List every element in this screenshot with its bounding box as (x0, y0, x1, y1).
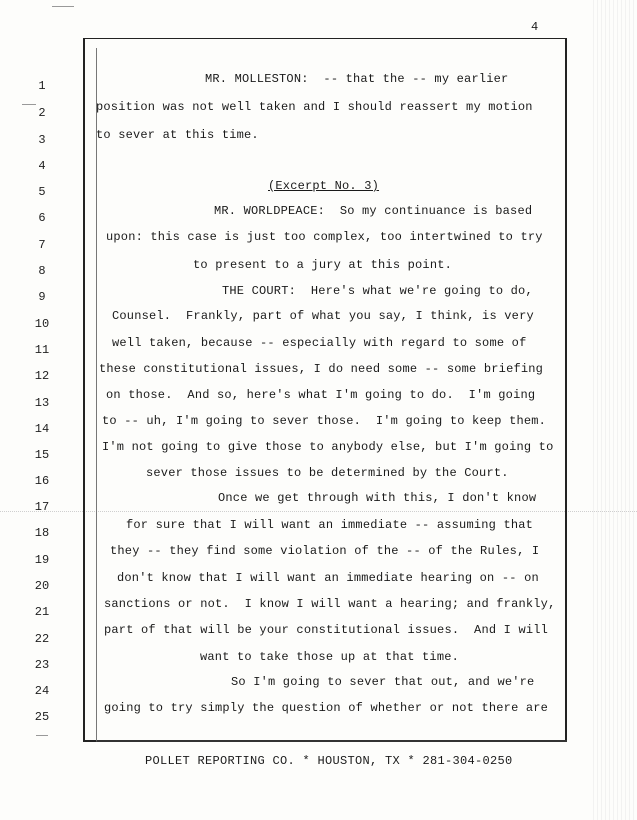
transcript-line: upon: this case is just too complex, too intertwined to try (106, 230, 543, 244)
transcript-line: part of that will be your constitutional issues. And I will (104, 623, 549, 637)
transcript-line: position was not well taken and I should reassert my motion (96, 100, 533, 114)
line-number: 1 (38, 79, 46, 93)
transcript-line: going to try simply the question of whether or not there are (104, 701, 549, 715)
line-number: 3 (38, 133, 46, 147)
transcript-line: MR. WORLDPEACE: So my continuance is based (214, 204, 533, 218)
margin-mark (52, 6, 74, 7)
line-number: 12 (34, 369, 50, 383)
line-number: 6 (38, 211, 46, 225)
line-number: 15 (34, 448, 50, 462)
transcript-line: I'm not going to give those to anybody else, but I'm going to (102, 440, 554, 454)
line-number: 14 (34, 422, 50, 436)
transcript-line: Once we get through with this, I don't know (218, 491, 537, 505)
line-number: 10 (34, 317, 50, 331)
line-number: 11 (34, 343, 50, 357)
line-number: 5 (38, 185, 46, 199)
transcript-line: on those. And so, here's what I'm going to do. I'm going (106, 388, 536, 402)
transcript-line: to -- uh, I'm going to sever those. I'm going to keep them. (102, 414, 547, 428)
line-number: 7 (38, 238, 46, 252)
line-number: 21 (34, 605, 50, 619)
transcript-line: want to take those up at that time. (200, 650, 460, 664)
excerpt-heading: (Excerpt No. 3) (268, 179, 380, 193)
line-number: 13 (34, 396, 50, 410)
line-number: 4 (38, 159, 46, 173)
transcript-line: they -- they find some violation of the -- of the Rules, I (110, 544, 540, 558)
transcript-line: THE COURT: Here's what we're going to do, (222, 284, 533, 298)
transcript-line: MR. MOLLESTON: -- that the -- my earlier (205, 72, 509, 86)
line-number: 19 (34, 553, 50, 567)
margin-mark (36, 735, 48, 736)
transcript-line: these constitutional issues, I do need some -- some briefing (99, 362, 544, 376)
transcript-line: to sever at this time. (96, 128, 259, 142)
line-number: 24 (34, 684, 50, 698)
margin-mark (22, 104, 36, 105)
line-number: 25 (34, 710, 50, 724)
line-number: 16 (34, 474, 50, 488)
transcript-line: don't know that I will want an immediate hearing on -- on (117, 571, 539, 585)
reporter-footer: POLLET REPORTING CO. * HOUSTON, TX * 281-304-0250 (145, 754, 513, 768)
transcript-line: well taken, because -- especially with regard to some of (112, 336, 527, 350)
scan-artifact (590, 0, 637, 820)
line-number: 9 (38, 290, 46, 304)
transcript-line: to present to a jury at this point. (193, 258, 453, 272)
page-number: 4 (531, 20, 539, 34)
line-number: 2 (38, 106, 46, 120)
transcript-line: sanctions or not. I know I will want a hearing; and frankly, (104, 597, 556, 611)
transcript-line: Counsel. Frankly, part of what you say, I think, is very (112, 309, 534, 323)
line-number: 23 (34, 658, 50, 672)
line-number: 18 (34, 526, 50, 540)
line-number: 8 (38, 264, 46, 278)
line-number: 20 (34, 579, 50, 593)
line-number: 17 (34, 500, 50, 514)
transcript-line: So I'm going to sever that out, and we're (231, 675, 535, 689)
line-number: 22 (34, 632, 50, 646)
transcript-line: for sure that I will want an immediate -- assuming that (126, 518, 534, 532)
transcript-line: sever those issues to be determined by the Court. (146, 466, 509, 480)
